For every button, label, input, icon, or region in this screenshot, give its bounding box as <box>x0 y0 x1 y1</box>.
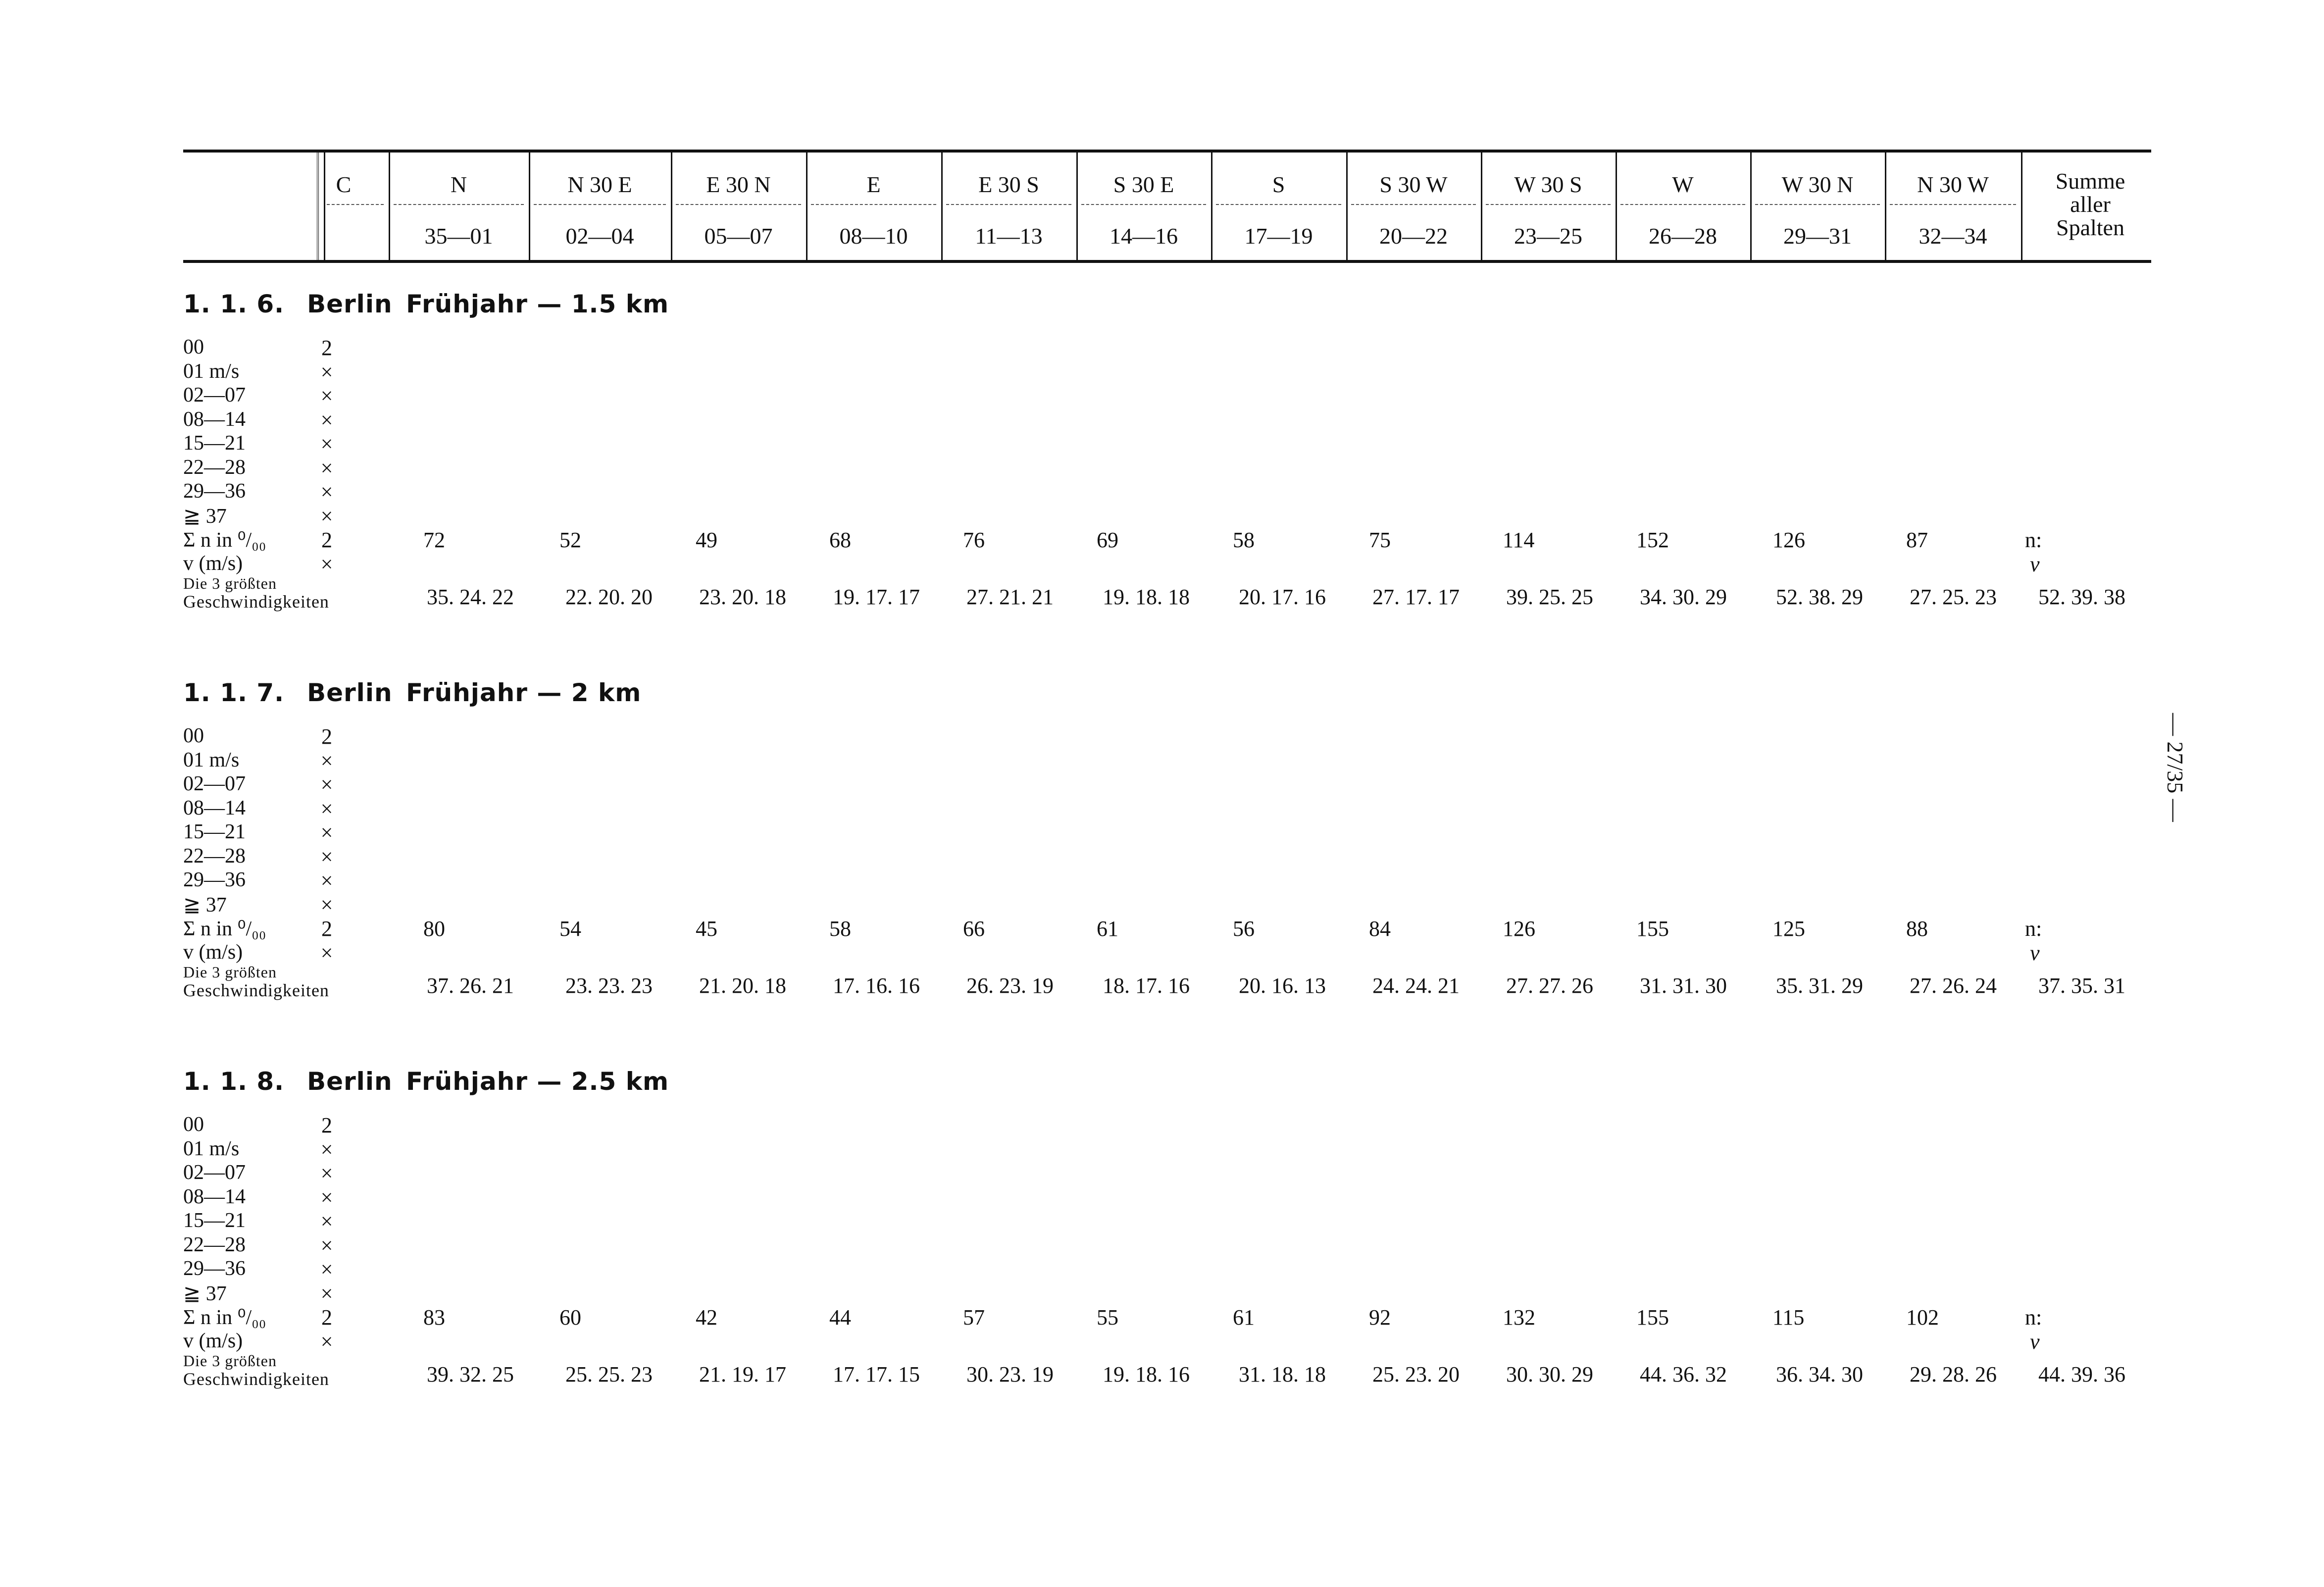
header-dash-rule <box>1351 204 1476 205</box>
top3-cell: 29. 28. 26 <box>1910 1362 1997 1386</box>
top3-cell: 44. 36. 32 <box>1640 1362 1727 1386</box>
top3-cell: 25. 25. 23 <box>565 1362 653 1386</box>
row-label: Geschwindigkeiten <box>183 980 329 1000</box>
sum-cell: 61 <box>1233 1305 1255 1330</box>
sum-cell: 68 <box>829 528 851 552</box>
row-label: 22—28 <box>183 456 246 479</box>
top3-total: 37. 35. 31 <box>2038 973 2125 998</box>
sum-cell: 132 <box>1503 1305 1535 1330</box>
row-label: Σ n in ⁰/₀₀ <box>183 1306 266 1329</box>
side-page-number: — 27/35 — <box>2163 713 2188 822</box>
top3-total: 52. 39. 38 <box>2038 585 2125 609</box>
c-column-value: × <box>320 844 333 869</box>
c-column-value: × <box>320 1209 333 1233</box>
header-degree-range: 11—13 <box>975 223 1043 249</box>
header-degree-range: 08—10 <box>839 223 908 249</box>
row-label: v (m/s) <box>183 940 243 964</box>
row-label: 29—36 <box>183 869 246 891</box>
header-degree-range: 32—34 <box>1919 223 1987 249</box>
sum-cell: 61 <box>1097 917 1118 941</box>
top3-cell: 19. 17. 17 <box>833 585 920 609</box>
sum-cell: 45 <box>696 917 717 941</box>
sum-cell: 66 <box>963 917 985 941</box>
section-heading: Frühjahr — 1.5 km <box>406 290 669 318</box>
top3-cell: 39. 25. 25 <box>1506 585 1593 609</box>
n-prefix: n: <box>2025 528 2042 552</box>
row-label: 29—36 <box>183 1257 246 1280</box>
header-direction-label: N <box>450 172 467 197</box>
c-column-value: × <box>320 772 333 797</box>
top3-cell: 21. 20. 18 <box>699 973 786 998</box>
section-place: Berlin <box>307 290 393 318</box>
c-column-value: × <box>320 820 333 845</box>
sum-cell: 44 <box>829 1305 851 1330</box>
row-label: Geschwindigkeiten <box>183 1369 329 1389</box>
row-label: 08—14 <box>183 1185 246 1208</box>
row-label: 15—21 <box>183 432 246 455</box>
section-title <box>183 1067 669 1096</box>
c-column-value: × <box>320 940 333 965</box>
c-column-value: × <box>320 796 333 821</box>
top3-cell: 30. 30. 29 <box>1506 1362 1593 1386</box>
section-title <box>183 290 669 318</box>
c-column-value: × <box>320 456 333 480</box>
header-dash-rule <box>394 204 524 205</box>
header-dash-rule <box>946 204 1071 205</box>
row-label: 22—28 <box>183 1233 246 1256</box>
top3-cell: 17. 17. 15 <box>833 1362 920 1386</box>
c-column-value: 2 <box>321 1113 332 1137</box>
header-direction-label: S 30 E <box>1113 172 1174 197</box>
top3-cell: 24. 24. 21 <box>1372 973 1460 998</box>
sum-cell: 152 <box>1636 528 1669 552</box>
sum-cell: 83 <box>423 1305 445 1330</box>
top3-cell: 19. 18. 18 <box>1103 585 1190 609</box>
top3-cell: 18. 17. 16 <box>1103 973 1190 998</box>
c-column-value: × <box>320 1281 333 1306</box>
header-dash-rule <box>1890 204 2016 205</box>
header-direction-label: S 30 W <box>1379 172 1448 197</box>
row-label: 15—21 <box>183 820 246 843</box>
header-sum-line-3: Spalten <box>2056 215 2124 240</box>
top3-cell: 39. 32. 25 <box>427 1362 514 1386</box>
c-column-value: × <box>320 748 333 773</box>
header-top-rule <box>183 150 2151 153</box>
header-dash-rule <box>1081 204 1206 205</box>
top3-total: 44. 39. 36 <box>2038 1362 2125 1386</box>
row-label: Die 3 größten <box>183 1352 277 1370</box>
top3-cell: 52. 38. 29 <box>1776 585 1863 609</box>
header-dash-rule <box>1486 204 1611 205</box>
sum-cell: 54 <box>559 917 581 941</box>
sum-cell: 80 <box>423 917 445 941</box>
row-label: 22—28 <box>183 844 246 868</box>
top3-cell: 23. 23. 23 <box>565 973 653 998</box>
c-column-value: × <box>320 408 333 432</box>
header-sum-line-1: Summe <box>2055 168 2125 194</box>
c-column-value: × <box>320 504 333 528</box>
sum-cell: 155 <box>1636 917 1669 941</box>
section-place: Berlin <box>307 1067 393 1096</box>
header-dash-rule <box>1216 204 1341 205</box>
header-direction-label: N 30 W <box>1917 172 1989 197</box>
header-dash-rule <box>327 204 384 205</box>
row-label: 01 m/s <box>183 1137 240 1160</box>
top3-cell: 35. 31. 29 <box>1776 973 1863 998</box>
row-label: 08—14 <box>183 408 246 431</box>
header-degree-range: 17—19 <box>1244 223 1313 249</box>
sum-cell: 115 <box>1772 1305 1805 1330</box>
header-degree-range: 20—22 <box>1379 223 1448 249</box>
sum-cell: 75 <box>1369 528 1391 552</box>
sum-cell: 155 <box>1636 1305 1669 1330</box>
header-degree-range: 05—07 <box>704 223 773 249</box>
c-column-value: × <box>320 1137 333 1162</box>
c-column-value: × <box>320 480 333 504</box>
section-heading: Frühjahr — 2.5 km <box>406 1067 669 1096</box>
row-label: 02—07 <box>183 772 246 795</box>
c-column-value: × <box>320 552 333 576</box>
top3-cell: 20. 16. 13 <box>1239 973 1326 998</box>
row-label: 00 <box>183 1113 204 1136</box>
header-sum-line-2: aller <box>2070 192 2111 217</box>
row-label: 01 m/s <box>183 359 240 383</box>
top3-cell: 21. 19. 17 <box>699 1362 786 1386</box>
top3-cell: 17. 16. 16 <box>833 973 920 998</box>
row-label: 01 m/s <box>183 748 240 771</box>
c-column-value: × <box>320 1161 333 1185</box>
header-degree-range: 26—28 <box>1649 223 1717 249</box>
section-place: Berlin <box>307 678 393 707</box>
sum-cell: 58 <box>829 917 851 941</box>
header-divider <box>317 152 325 261</box>
top3-cell: 31. 18. 18 <box>1239 1362 1326 1386</box>
section-number: 1. 1. 6. <box>183 290 285 318</box>
row-label: 02—07 <box>183 384 246 407</box>
header-dash-rule <box>1755 204 1880 205</box>
header-direction-label: W 30 N <box>1781 172 1854 197</box>
header-degree-range: 29—31 <box>1783 223 1852 249</box>
top3-cell: 19. 18. 16 <box>1103 1362 1190 1386</box>
top3-cell: 27. 26. 24 <box>1910 973 1997 998</box>
top3-cell: 34. 30. 29 <box>1640 585 1727 609</box>
sum-cell: 126 <box>1503 917 1535 941</box>
top3-cell: 36. 34. 30 <box>1776 1362 1863 1386</box>
header-direction-label: N 30 E <box>567 172 632 197</box>
section-title <box>183 678 641 707</box>
top3-cell: 37. 26. 21 <box>427 973 514 998</box>
table-header <box>183 150 2151 263</box>
row-label: 00 <box>183 336 204 358</box>
top3-cell: 31. 31. 30 <box>1640 973 1727 998</box>
top3-cell: 30. 23. 19 <box>966 1362 1054 1386</box>
header-bottom-rule <box>183 260 2151 263</box>
row-label: Geschwindigkeiten <box>183 592 329 612</box>
sum-cell: 114 <box>1503 528 1535 552</box>
row-label: Σ n in ⁰/₀₀ <box>183 918 266 940</box>
c-column-value: × <box>320 1233 333 1258</box>
row-label: Die 3 größten <box>183 574 277 592</box>
c-column-value: 2 <box>321 528 332 552</box>
row-label: 29—36 <box>183 480 246 503</box>
header-direction-label: W <box>1672 172 1694 197</box>
top3-cell: 26. 23. 19 <box>966 973 1054 998</box>
top3-cell: 27. 17. 17 <box>1372 585 1460 609</box>
c-column-value: × <box>320 432 333 456</box>
sum-cell: 102 <box>1906 1305 1939 1330</box>
sum-cell: 55 <box>1097 1305 1118 1330</box>
c-column-value: 2 <box>321 336 332 360</box>
sum-cell: 76 <box>963 528 985 552</box>
top3-cell: 22. 20. 20 <box>565 585 653 609</box>
sum-cell: 88 <box>1906 917 1928 941</box>
sum-cell: 87 <box>1906 528 1928 552</box>
sum-cell: 56 <box>1233 917 1255 941</box>
sum-cell: 60 <box>559 1305 581 1330</box>
row-label: v (m/s) <box>183 552 243 575</box>
sum-cell: 57 <box>963 1305 985 1330</box>
header-sum-label <box>2031 169 2150 239</box>
header-direction-label: E 30 S <box>978 172 1039 197</box>
row-label: Σ n in ⁰/₀₀ <box>183 529 266 552</box>
top3-cell: 35. 24. 22 <box>427 585 514 609</box>
section-number: 1. 1. 7. <box>183 678 285 707</box>
header-degree-range: 14—16 <box>1110 223 1178 249</box>
sum-cell: 125 <box>1772 917 1805 941</box>
header-dash-rule <box>534 204 666 205</box>
c-column-value: × <box>320 1257 333 1281</box>
header-degree-range: 23—25 <box>1514 223 1582 249</box>
header-direction-label: E <box>866 172 881 197</box>
sum-cell: 49 <box>696 528 717 552</box>
top3-cell: 23. 20. 18 <box>699 585 786 609</box>
header-degree-range: 02—04 <box>565 223 634 249</box>
c-column-value: 2 <box>321 724 332 749</box>
header-direction-label: E 30 N <box>706 172 771 197</box>
c-column-value: 2 <box>321 1305 332 1330</box>
sum-cell: 84 <box>1369 917 1391 941</box>
row-label: 02—07 <box>183 1161 246 1184</box>
c-column-value: × <box>320 359 333 384</box>
section-heading: Frühjahr — 2 km <box>406 678 642 707</box>
row-label: 15—21 <box>183 1209 246 1232</box>
sum-cell: 92 <box>1369 1305 1391 1330</box>
c-column-value: × <box>320 892 333 917</box>
row-label: 08—14 <box>183 796 246 819</box>
top3-cell: 27. 27. 26 <box>1506 973 1593 998</box>
c-column-value: × <box>320 1329 333 1354</box>
v-prefix: v <box>2030 940 2040 965</box>
n-prefix: n: <box>2025 917 2042 941</box>
v-prefix: v <box>2030 552 2040 576</box>
row-label: v (m/s) <box>183 1329 243 1352</box>
c-column-value: × <box>320 1185 333 1210</box>
n-prefix: n: <box>2025 1305 2042 1330</box>
top3-cell: 20. 17. 16 <box>1239 585 1326 609</box>
sum-cell: 72 <box>423 528 445 552</box>
header-dash-rule <box>811 204 936 205</box>
row-label: Die 3 größten <box>183 963 277 981</box>
row-label: ≧ 37 <box>183 1282 227 1305</box>
sum-cell: 52 <box>559 528 581 552</box>
row-label: ≧ 37 <box>183 505 227 528</box>
header-direction-label: S <box>1272 172 1285 197</box>
header-c-label: C <box>336 172 352 197</box>
top3-cell: 25. 23. 20 <box>1372 1362 1460 1386</box>
header-dash-rule <box>676 204 801 205</box>
header-dash-rule <box>1620 204 1745 205</box>
top3-cell: 27. 25. 23 <box>1910 585 1997 609</box>
v-prefix: v <box>2030 1329 2040 1354</box>
sum-cell: 126 <box>1772 528 1805 552</box>
header-divider <box>2021 152 2022 261</box>
c-column-value: 2 <box>321 917 332 941</box>
header-direction-label: W 30 S <box>1514 172 1582 197</box>
row-label: ≧ 37 <box>183 893 227 917</box>
header-degree-range: 35—01 <box>424 223 493 249</box>
section-number: 1. 1. 8. <box>183 1067 285 1096</box>
sum-cell: 42 <box>696 1305 717 1330</box>
row-label: 00 <box>183 724 204 747</box>
sum-cell: 69 <box>1097 528 1118 552</box>
sum-cell: 58 <box>1233 528 1255 552</box>
c-column-value: × <box>320 869 333 893</box>
top3-cell: 27. 21. 21 <box>966 585 1054 609</box>
c-column-value: × <box>320 384 333 408</box>
